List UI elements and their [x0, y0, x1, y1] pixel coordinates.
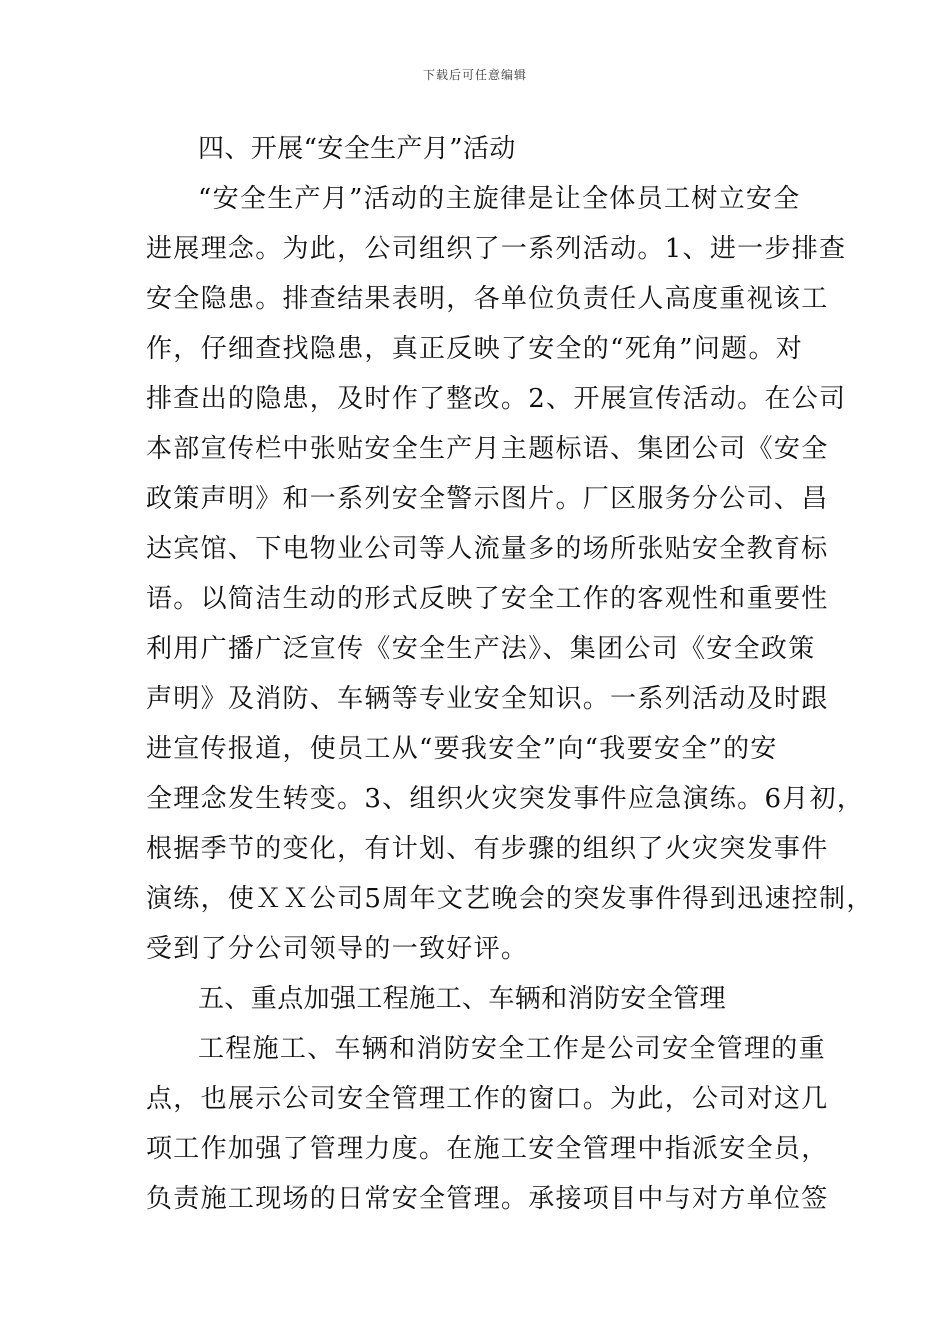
text-line: 语。以简洁生动的形式反映了安全工作的客观性和重要性 [146, 584, 829, 614]
text-line: 全理念发生转变。3、组织火灾突发事件应急演练。6月初， [146, 784, 865, 814]
text-line: 根据季节的变化，有计划、有步骤的组织了火灾突发事件 [146, 834, 829, 864]
text-line: 作，仔细查找隐患，真正反映了安全的“死角”问题。对 [146, 334, 804, 364]
text-line: 排查出的隐患，及时作了整改。2、开展宣传活动。在公司 [146, 384, 847, 414]
text-line: 利用广播广泛宣传《安全生产法》、集团公司《安全政策 [146, 634, 816, 664]
text-line: 受到了分公司领导的一致好评。 [146, 934, 529, 964]
text-line: 安全隐患。排查结果表明，各单位负责任人高度重视该工 [146, 284, 829, 314]
text-line: 点，也展示公司安全管理工作的窗口。为此，公司对这几 [146, 1084, 829, 1114]
header-note: 下载后可任意编辑 [422, 68, 527, 82]
text-line: 工程施工、车辆和消防安全工作是公司安全管理的重 [198, 1034, 826, 1064]
document-body [146, 124, 874, 1224]
text-line: 进宣传报道，使员工从“要我安全”向“我要安全”的安 [146, 734, 778, 764]
text-line: 达宾馆、下电物业公司等人流量多的场所张贴安全教育标 [146, 534, 829, 564]
section-heading: 五、重点加强工程施工、车辆和消防安全管理 [198, 984, 727, 1014]
text-line: 本部宣传栏中张贴安全生产月主题标语、集团公司《安全 [146, 434, 829, 464]
text-line: 政策声明》和一系列安全警示图片。厂区服务分公司、昌 [146, 484, 829, 514]
text-line: 项工作加强了管理力度。在施工安全管理中指派安全员， [146, 1134, 829, 1164]
text-line: 声明》及消防、车辆等专业安全知识。一系列活动及时跟 [146, 684, 829, 714]
text-line: “安全生产月”活动的主旋律是让全体员工树立安全 [198, 184, 801, 214]
text-line: 负责施工现场的日常安全管理。承接项目中与对方单位签 [146, 1184, 829, 1214]
section-heading: 四、开展“安全生产月”活动 [198, 134, 516, 164]
text-line: 进展理念。为此，公司组织了一系列活动。1、进一步排查 [146, 234, 847, 264]
text-line: 演练，使ＸＸ公司5周年文艺晚会的突发事件得到迅速控制， [146, 884, 874, 914]
